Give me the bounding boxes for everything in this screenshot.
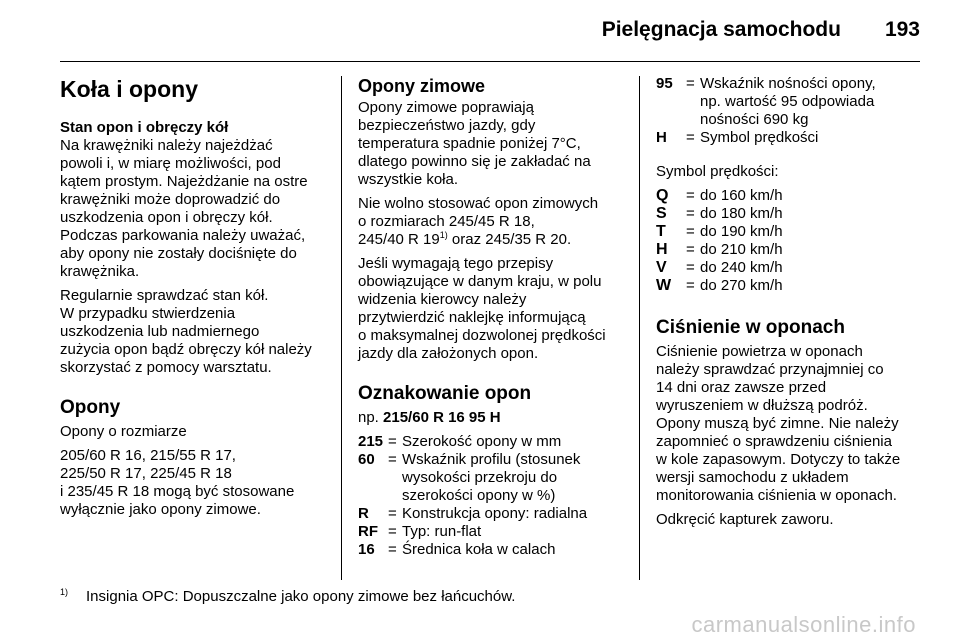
definition-value: do 160 km/h — [700, 187, 783, 204]
marking-definitions — [358, 433, 630, 559]
definition-row — [656, 129, 926, 147]
footnote — [60, 588, 515, 605]
definition-key: V — [656, 259, 667, 276]
definition-key: 95 — [656, 75, 673, 92]
definition-equals: = — [388, 523, 397, 540]
subheading-tyres: Opony — [60, 397, 121, 418]
definition-equals: = — [686, 241, 695, 258]
definition-value: Typ: run-flat — [402, 523, 482, 540]
definition-equals: = — [686, 75, 695, 92]
definition-equals: = — [686, 187, 695, 204]
subheading-marking: Oznakowanie opon — [358, 383, 532, 404]
definition-row — [656, 75, 926, 129]
definition-equals: = — [388, 541, 397, 558]
definition-key: H — [656, 241, 668, 258]
definition-key: 215 — [358, 433, 384, 450]
load-speed-definitions — [656, 75, 926, 147]
definition-value: Symbol prędkości — [700, 129, 819, 146]
definition-row — [656, 259, 926, 277]
definition-row — [358, 505, 630, 523]
definition-row — [656, 223, 926, 241]
definition-row — [656, 187, 926, 205]
column-3 — [656, 75, 926, 535]
definition-value: Konstrukcja opony: radialna — [402, 505, 588, 522]
example-line — [358, 409, 630, 427]
definition-value: Wskaźnik nośności opony, np. wartość 95 odpowiada nośności 690 kg — [700, 75, 876, 128]
definition-key: RF — [358, 523, 378, 540]
definition-row — [358, 541, 630, 559]
section-title: Pielęgnacja samochodu — [601, 18, 841, 41]
footnote-text: Insignia OPC: Dopuszczalne jako opony zimowe bez łańcuchów. — [86, 588, 516, 605]
subheading-condition: Stan opon i obręczy kół — [60, 119, 229, 136]
column-1 — [60, 75, 332, 525]
paragraph-winter-sizes — [358, 195, 630, 249]
paragraph-sizes-intro: Opony o rozmiarze — [60, 423, 187, 440]
speed-symbol-title: Symbol prędkości: — [656, 163, 779, 180]
page-number: 193 — [884, 18, 920, 41]
definition-key: 16 — [358, 541, 375, 558]
definition-value: Średnica koła w calach — [402, 541, 556, 558]
page-header — [602, 18, 920, 42]
definition-key: R — [358, 505, 369, 522]
example-code: 215/60 R 16 95 H — [383, 409, 501, 426]
definition-key: S — [656, 205, 667, 222]
speed-symbol-list — [656, 187, 926, 295]
paragraph-sizes: 205/60 R 16, 215/55 R 17, 225/50 R 17, 225/45 R 18 i 235/45 R 18 mogą być stosowane wyłącznie jako opony zimowe. — [60, 447, 295, 518]
footnote-mark: 1) — [60, 587, 69, 597]
paragraph-curbs: Na krawężniki należy najeżdżać powoli i, w miarę możliwości, pod kątem prostym. Najeżdżanie na ostre krawężniki może doprowadzić do uszkodzenia opon i obręczy kół. Podczas parkowania należy uważać, aby opony nie zostały dociśnięte do krawężnika. — [60, 137, 308, 280]
definition-equals: = — [686, 129, 695, 146]
definition-value: Szerokość opony w mm — [402, 433, 562, 450]
definition-key: T — [656, 223, 666, 240]
definition-equals: = — [388, 433, 397, 450]
paragraph-pressure: Ciśnienie powietrza w oponach należy sprawdzać przynajmniej co 14 dni oraz zawsze przed wyruszeniem w dłuższą podróż. Opony muszą być zimne. Nie należy zapomnieć o sprawdzeniu ciśnienia w kole zapasowym. Dotyczy to także wersji samochodu z układem monitorowania ciśnienia w oponach. — [656, 343, 901, 504]
paragraph-sticker: Jeśli wymagają tego przepisy obowiązujące w danym kraju, w polu widzenia kierowcy należy przytwierdzić naklejkę informującą o maksymalnej dozwolonej prędkości jazdy dla założonych opon. — [358, 255, 606, 362]
subheading-pressure: Ciśnienie w oponach — [656, 317, 845, 338]
definition-equals: = — [686, 277, 695, 294]
definition-value: do 240 km/h — [700, 259, 783, 276]
definition-key: H — [656, 129, 667, 146]
header-rule — [60, 61, 920, 62]
definition-key: Q — [656, 187, 669, 204]
winter-sizes-text: Nie wolno stosować opon zimowych o rozmiarach 245/45 R 18, 245/40 R 19 — [358, 195, 599, 248]
column-divider-1 — [341, 76, 342, 580]
definition-row — [358, 451, 630, 505]
subheading-winter-tyres: Opony zimowe — [358, 76, 486, 96]
definition-equals: = — [686, 205, 695, 222]
definition-row — [358, 433, 630, 451]
paragraph-inspection: Regularnie sprawdzać stan kół. W przypadku stwierdzenia uszkodzenia lub nadmiernego zużycia opon bądź obręczy kół należy skorzystać z pomocy warsztatu. — [60, 287, 312, 376]
definition-key: 60 — [358, 451, 375, 468]
chapter-title: Koła i opony — [60, 76, 198, 102]
definition-equals: = — [686, 223, 695, 240]
example-prefix: np. — [358, 409, 384, 426]
watermark: carmanualsonline.info — [691, 612, 916, 637]
paragraph-valve: Odkręcić kapturek zaworu. — [656, 511, 834, 528]
definition-key: W — [656, 277, 672, 294]
definition-value: do 210 km/h — [700, 241, 783, 258]
definition-value: Wskaźnik profilu (stosunek wysokości przekroju do szerokości opony w %) — [402, 451, 581, 504]
column-2 — [358, 75, 630, 559]
winter-sizes-tail: oraz 245/35 R 20. — [447, 231, 572, 248]
definition-value: do 190 km/h — [700, 223, 783, 240]
definition-row — [656, 205, 926, 223]
definition-equals: = — [388, 505, 397, 522]
definition-row — [656, 277, 926, 295]
paragraph-winter-safety: Opony zimowe poprawiają bezpieczeństwo jazdy, gdy temperatura spadnie poniżej 7°C, dlatego powinno się je zakładać na wszystkie koła. — [358, 99, 591, 188]
definition-equals: = — [388, 451, 397, 468]
footnote-ref: 1) — [439, 230, 448, 240]
definition-equals: = — [686, 259, 695, 276]
column-divider-2 — [639, 76, 640, 580]
definition-value: do 270 km/h — [700, 277, 783, 294]
definition-row — [358, 523, 630, 541]
definition-row — [656, 241, 926, 259]
definition-value: do 180 km/h — [700, 205, 783, 222]
